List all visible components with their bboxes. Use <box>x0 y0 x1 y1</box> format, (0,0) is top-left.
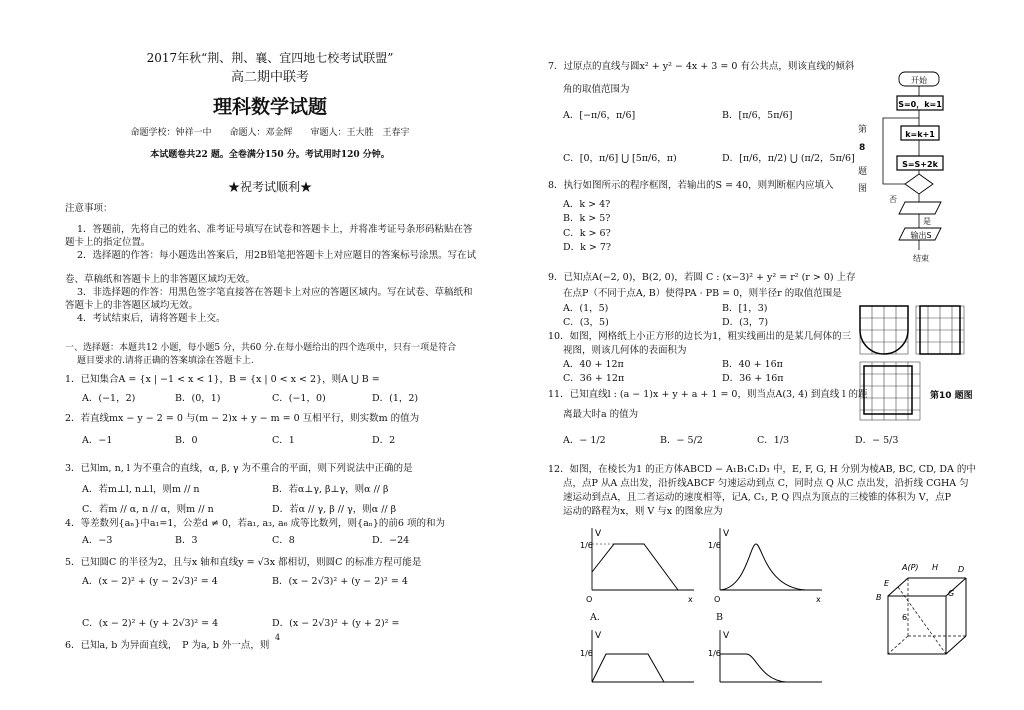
q5-option-d: D．(x − 2√3)² + (y + 2)² = <box>272 618 400 629</box>
graph-b <box>706 522 826 604</box>
q2-option-b: B．0 <box>175 435 198 446</box>
q2-option-c: C．1 <box>272 435 295 446</box>
question-12-stem: 点，点P 从A 点出发，沿折线ABCF 匀速运动到点 C，同时点 Q 从C 点出发，沿折线 CGHA 匀 <box>563 478 969 489</box>
q5-option-a: A．(x − 2)² + (y − 2√3)² = 4 <box>82 576 218 587</box>
q12-option-a-label: A． <box>590 612 607 623</box>
cube-label-h: H <box>932 563 939 572</box>
title-main: 理科数学试题 <box>212 96 327 118</box>
q3-option-d: D．若α // γ, β // γ，则α // β <box>272 504 397 515</box>
q3-option-a: A．若m⊥l, n⊥l，则m // n <box>82 484 200 495</box>
note-line: 4．考试结束后，请将答题卡上交。 <box>77 313 226 324</box>
graph-x-label: x <box>688 595 693 604</box>
cube-figure <box>868 556 978 666</box>
q4-option-b: B．3 <box>175 535 198 546</box>
q4-option-c: C．8 <box>272 535 295 546</box>
q7-option-b: B．[π/6，5π/6] <box>722 110 793 121</box>
graph-origin-label: O <box>714 595 721 604</box>
graph-a <box>578 522 698 604</box>
q1-option-c: C．(−1，0) <box>272 393 326 404</box>
q3-option-b: B．若α⊥γ, β⊥γ，则α // β <box>272 484 389 495</box>
q4-option-a: A．−3 <box>82 535 113 546</box>
q6-superscript: 4 <box>275 633 281 642</box>
graph-v-label: V <box>723 529 730 539</box>
q8-option-b: B．k > 5? <box>563 213 611 224</box>
flowchart-caption: 8 <box>859 143 866 153</box>
note-line: 答题卡上的非答题区域均无效。 <box>65 300 199 311</box>
q10-option-c: C．36 + 12π <box>563 373 625 384</box>
question-12-stem: 运动的路程为x，则 V 与x 的图象应为 <box>563 506 723 517</box>
wish-line: ★祝考试顺利★ <box>227 180 312 194</box>
q1-option-a: A．(−1，2) <box>82 393 136 404</box>
q7-option-d: D．[π/6，π/2) ⋃ (π/2，5π/6] <box>722 153 855 164</box>
graph-v-label: V <box>723 631 730 641</box>
graph-d <box>706 626 826 696</box>
flow-yes-label: 是 <box>923 217 931 226</box>
question-5-stem: 5．已知圆C 的半径为2，且与x 轴和直线y = √3x 都相切，则圆C 的标准方程可能是 <box>65 557 422 568</box>
title-line-1: 2017年秋“荆、荆、襄、宜四地七校考试联盟” <box>146 51 394 65</box>
cube-label-d: D <box>958 565 965 574</box>
flowchart-caption: 题 <box>858 167 868 177</box>
flow-end-label: 结束 <box>913 254 929 263</box>
q10-figure-label: 第10 题图 <box>930 391 973 401</box>
question-11-stem: 11．已知直线l : (a − 1)x + y + a + 1 = 0，则当点A(3, 4) 到直线 l 的距 <box>548 389 868 400</box>
cube-label-a: A(P) <box>902 563 919 572</box>
question-2-stem: 2．若直线mx − y − 2 = 0 与(m − 2)x + y − m = 0 互相平行，则实数m 的值为 <box>65 413 420 424</box>
graph-tick-label: 1/6 <box>708 649 721 658</box>
q11-option-c: C．1/3 <box>757 435 790 446</box>
question-10-stem: 10．如图，网格纸上小正方形的边长为1，粗实线画出的是某几何体的三 <box>548 331 852 342</box>
flow-output-label: 输出S <box>910 231 932 240</box>
q10-option-d: D．36 + 16π <box>722 373 784 384</box>
graph-v-label: V <box>595 631 602 641</box>
q11-option-b: B．− 5/2 <box>660 435 703 446</box>
q7-option-a: A．[−π/6，π/6] <box>563 110 636 121</box>
three-view-figure <box>858 304 970 422</box>
section-heading: 一、选择题：本题共12 小题，每小题5 分，共60 分.在每小题给出的四个选项中，只有一项是符合 <box>65 343 457 353</box>
q9-option-b: B．[1，3) <box>722 303 768 314</box>
graph-x-label: x <box>816 595 821 604</box>
question-7-stem: 角的取值范围为 <box>563 84 630 95</box>
cube-label-num: 6 <box>902 613 908 622</box>
cube-label-b: B <box>876 593 882 602</box>
section-heading: 题目要求的.请将正确的答案填涂在答题卡上. <box>77 356 254 366</box>
question-1-stem: 1．已知集合A = {x | −1 < x < 1}，B = {x | 0 < x < 2}，则A ⋃ B = <box>65 374 380 385</box>
q8-option-a: A．k > 4? <box>563 199 611 210</box>
q11-option-a: A．− 1/2 <box>563 435 606 446</box>
q5-option-c: C．(x − 2)² + (y + 2√3)² = 4 <box>82 618 219 629</box>
q9-option-a: A．(1，5) <box>563 303 609 314</box>
question-4-stem: 4．等差数列{aₙ}中a₁=1，公差d ≠ 0，若a₁, a₃, a₆ 成等比数列，则{aₙ}的前6 项的和为 <box>65 518 445 529</box>
q8-option-c: C．k > 6? <box>563 228 611 239</box>
q12-option-b-label: B <box>716 612 723 623</box>
flow-no-label: 否 <box>889 195 897 204</box>
graph-c <box>578 626 698 696</box>
graph-tick-label: 1/6 <box>580 649 593 658</box>
q3-option-c: C．若m // α, n // α，则m // n <box>82 504 214 515</box>
authors-line: 命题学校：钟祥一中 命题人：邓金辉 审题人：王大胜 王春宇 <box>130 128 410 138</box>
q4-option-d: D．−24 <box>372 535 410 546</box>
graph-tick-label: 1/6 <box>708 541 721 550</box>
q1-option-b: B．(0，1) <box>175 393 221 404</box>
flowchart-caption: 图 <box>858 184 868 194</box>
graph-origin-label: O <box>586 595 593 604</box>
flowchart-caption: 第 <box>858 125 868 135</box>
notes-heading: 注意事项： <box>65 203 113 214</box>
question-8-stem: 8．执行如图所示的程序框图，若输出的S = 40，则判断框内应填入 <box>548 180 834 191</box>
note-line: 1．答题前，先将自己的姓名、准考证号填写在试卷和答题卡上，并将准考证号条形码粘贴在答 <box>77 224 473 235</box>
question-11-stem: 离最大时a 的值为 <box>563 409 639 420</box>
q2-option-d: D．2 <box>372 435 396 446</box>
q7-option-c: C．[0，π/6] ⋃ [5π/6，π) <box>563 153 677 164</box>
graph-v-label: V <box>595 529 602 539</box>
flowchart-figure <box>875 66 965 266</box>
flow-update-label: S=S+2k <box>902 160 938 169</box>
graph-tick-label: 1/6 <box>580 541 593 550</box>
cube-label-g: G <box>948 589 955 598</box>
question-12-stem: 12．如图，在棱长为1 的正方体ABCD − A₁B₁C₁D₁ 中，E, F, G, H 分别为棱AB, BC, CD, DA 的中 <box>548 464 976 475</box>
q8-option-d: D．k > 7? <box>563 242 612 253</box>
note-line: 卷、草稿纸和答题卡上的非答题区域均无效。 <box>65 274 256 285</box>
question-9-stem: 在点P（不同于点A, B）使得PA · PB = 0，则半径r 的取值范围是 <box>563 288 842 299</box>
q1-option-d: D．(1，2) <box>372 393 419 404</box>
q10-option-b: B．40 + 16π <box>722 359 783 370</box>
flow-start-label: 开始 <box>911 76 927 85</box>
q9-option-c: C．(3，5) <box>563 317 609 328</box>
note-line: 2．选择题的作答：每小题选出答案后，用2B铅笔把答题卡上对应题目的答案标号涂黑。写在试 <box>77 250 477 261</box>
question-6-stem: 6．已知a, b 为异面直线， P 为a, b 外一点，则 <box>65 640 270 651</box>
q2-option-a: A．−1 <box>82 435 113 446</box>
exam-info: 本试题卷共22 题。全卷满分150 分。考试用时120 分钟。 <box>150 150 390 160</box>
question-12-stem: 速运动到点A，且二者运动的速度相等，记A, C₁, P, Q 四点为顶点的三棱锥的体积为 V，点P <box>563 492 951 503</box>
question-7-stem: 7．过原点的直线与圆x² + y² − 4x + 3 = 0 有公共点，则该直线的倾斜 <box>548 61 855 72</box>
note-line: 3．非选择题的作答：用黑色签字笔直接答在答题卡上对应的答题区域内。写在试卷、草稿纸和 <box>77 287 473 298</box>
flow-init-label: S=0，k=1 <box>898 100 942 109</box>
q9-option-d: D．(3，7) <box>722 317 769 328</box>
note-line: 题卡上的指定位置。 <box>65 237 151 248</box>
flow-inc-label: k=k+1 <box>905 130 935 139</box>
title-line-2: 高二期中联考 <box>230 70 309 85</box>
question-10-stem: 视图，则该几何体的表面积为 <box>563 345 687 356</box>
question-9-stem: 9．已知点A(−2, 0)，B(2, 0)，若圆 C : (x−3)² + y² = r² (r > 0) 上存 <box>548 272 856 283</box>
question-3-stem: 3．已知m, n, l 为不重合的直线，α, β, γ 为不重合的平面，则下列说法中正确的是 <box>65 463 413 474</box>
q10-option-a: A．40 + 12π <box>563 359 624 370</box>
q5-option-b: B．(x − 2√3)² + (y − 2)² = 4 <box>272 576 408 587</box>
q11-option-d: D．− 5/3 <box>855 435 899 446</box>
cube-label-e: E <box>884 579 890 588</box>
